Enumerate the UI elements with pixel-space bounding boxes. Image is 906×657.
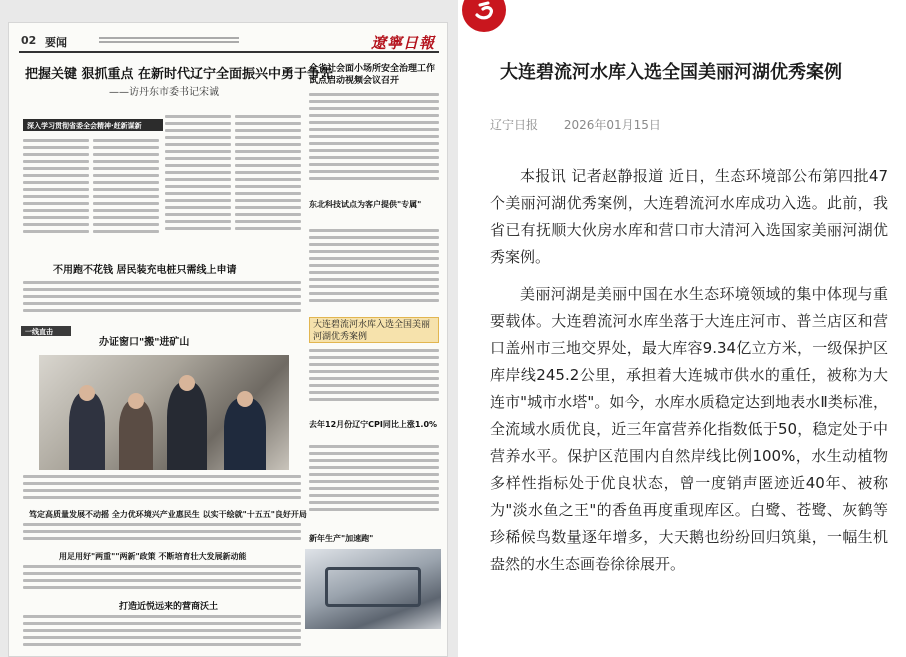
- headline-safety[interactable]: 全省社会面小场所安全治理工作试点启动视频会议召开: [309, 64, 436, 86]
- article-paragraph: 本报讯 记者赵静报道 近日，生态环境部公布第四批47个美丽河湖优秀案例，大连碧流河水库成功入选。此前，我省已有抚顺大伙房水库和营口市大清河入选国家美丽河湖优秀案例。: [490, 167, 888, 266]
- article-meta: [490, 116, 661, 133]
- liaoning-daily-logo-icon[interactable]: [462, 0, 506, 32]
- article-date: 2026年01月15日: [563, 118, 661, 132]
- article-source: 辽宁日报: [490, 118, 539, 132]
- headline-development[interactable]: 笃定高质量发展不动摇 全力优环境兴产业惠民生 以实干绘就"十五五"良好开局: [29, 510, 307, 519]
- newspaper-page[interactable]: [8, 22, 448, 657]
- text-column: [309, 445, 439, 515]
- section-tag: 一线直击: [21, 326, 71, 336]
- text-column: [23, 523, 301, 544]
- headline-sub: ——访丹东市委书记宋诚: [109, 87, 219, 98]
- column-band: 深入学习贯彻省委全会精神·赶新谋新: [23, 119, 163, 131]
- highlighted-article[interactable]: 大连碧流河水库入选全国美丽河湖优秀案例: [309, 317, 439, 343]
- headline-production[interactable]: 新年生产"加速跑": [309, 534, 374, 543]
- text-column: [309, 229, 439, 306]
- masthead-info-lines: [99, 37, 239, 45]
- text-column: [23, 281, 301, 316]
- headline-charging[interactable]: 不用跑不花钱 居民装充电桩只需线上申请: [53, 265, 237, 276]
- page-masthead: [19, 31, 439, 53]
- headline-main[interactable]: 把握关键 狠抓重点 在新时代辽宁全面振兴中勇于争先: [25, 67, 334, 82]
- text-column: [309, 349, 439, 405]
- article-paragraph: 美丽河湖是美丽中国在水生态环境领域的集中体现与重要载体。大连碧流河水库坐落于大连庄河市、普兰店区和营口盖州市三地交界处，最大库容9.34亿立方米，一级保护区库岸线245.2公里，承担着大连城市供水的重任，被称为大连市"城市水塔"。如今，水库水质稳定达到地表水Ⅱ类标准，全流域水质优良，近三年富营养化指数低于50，稳定处于中营养水平。保护区范围内自然岸线比例100%，水生动植物多样性指标处于优良状态，曾一度销声匿迹近40年、被称为"淡水鱼之王"的香鱼再度重现库区。白鹭、苍鹭、灰鹤等珍稀候鸟数量逐年增多，大天鹅也纷纷回归筑巢，一幅生机盎然的水生态画卷徐徐展开。: [490, 285, 888, 573]
- factory-photo: [305, 549, 441, 629]
- headline-policy[interactable]: 用足用好"两重""两新"政策 不断培育壮大发展新动能: [59, 552, 247, 561]
- text-column: [165, 115, 231, 234]
- headline-business[interactable]: 打造近悦远来的营商沃土: [119, 602, 219, 612]
- article-body: [490, 163, 888, 588]
- headline-mine[interactable]: 办证窗口"搬"进矿山: [99, 337, 190, 348]
- text-column: [23, 139, 89, 237]
- text-column: [23, 475, 301, 503]
- headline-cpi[interactable]: 去年12月份辽宁CPI同比上涨1.0%: [309, 420, 438, 429]
- text-column: [235, 115, 301, 234]
- section-name: 要闻: [45, 36, 67, 49]
- text-column: [23, 565, 301, 593]
- newspaper-logo: 遼寧日報: [370, 34, 435, 52]
- text-column: [309, 93, 439, 184]
- news-photo: [39, 355, 289, 470]
- headline-tech[interactable]: 东北科技试点为客户提供"专属": [309, 200, 422, 209]
- article-title: 大连碧流河水库入选全国美丽河湖优秀案例: [500, 62, 842, 83]
- text-column: [93, 139, 159, 237]
- text-column: [23, 615, 301, 650]
- page-number: 02: [21, 34, 37, 47]
